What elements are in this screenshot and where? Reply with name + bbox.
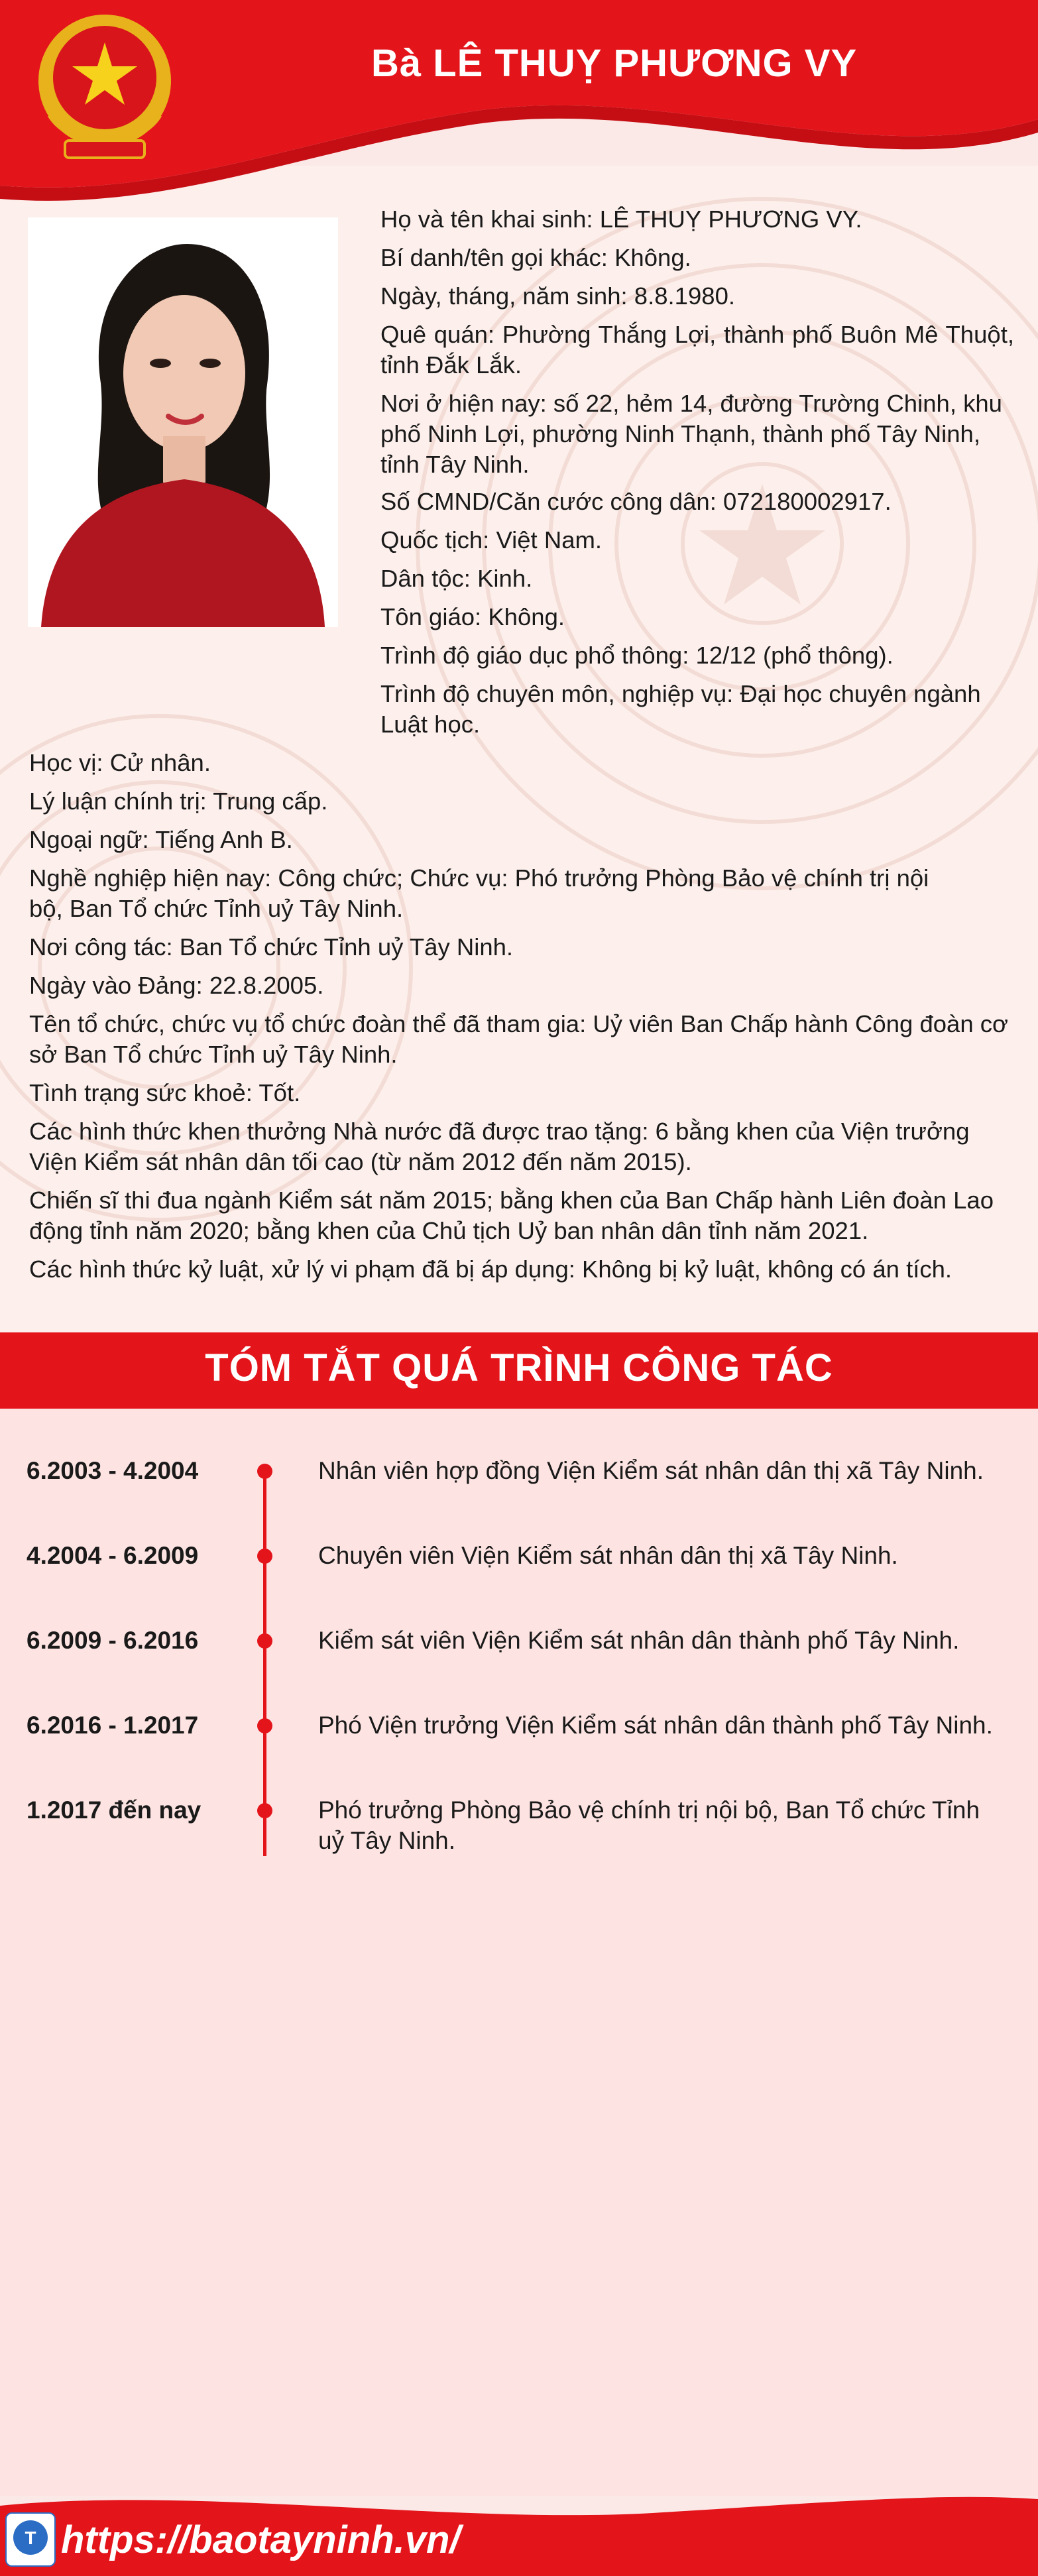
timeline-role: Phó trưởng Phòng Bảo vệ chính trị nội bộ, Ban Tổ chức Tỉnh uỷ Tây Ninh. xyxy=(318,1796,980,1854)
timeline-period: 1.2017 đến nay xyxy=(27,1796,202,1824)
hometown: Quê quán: Phường Thắng Lợi, thành phố Buôn Mê Thuột, tỉnh Đắk Lắk. xyxy=(380,321,1014,379)
alias: Bí danh/tên gọi khác: Không. xyxy=(380,244,691,271)
portrait-photo xyxy=(28,217,338,627)
timeline-period: 6.2009 - 6.2016 xyxy=(27,1627,199,1654)
timeline-dot-icon xyxy=(257,1549,272,1564)
timeline-line xyxy=(263,1472,266,1856)
other-awards: Chiến sĩ thi đua ngành Kiểm sát năm 2015; bằng khen của Ban Chấp hành Liên đoàn Lao động tỉnh năm 2020; bằng khen của Chủ tịch Uỷ ban nhân dân tỉnh năm 2021. xyxy=(29,1187,994,1244)
timeline-period: 6.2003 - 4.2004 xyxy=(27,1457,199,1484)
birth-name: Họ và tên khai sinh: LÊ THUỴ PHƯƠNG VY. xyxy=(380,205,862,233)
timeline-period: 6.2016 - 1.2017 xyxy=(27,1712,199,1739)
ethnicity: Dân tộc: Kinh. xyxy=(380,565,533,592)
discipline-record: Các hình thức kỷ luật, xử lý vi phạm đã bị áp dụng: Không bị kỷ luật, không có án tích. xyxy=(29,1256,952,1283)
date-of-birth: Ngày, tháng, năm sinh: 8.8.1980. xyxy=(380,282,736,310)
timeline-period: 4.2004 - 6.2009 xyxy=(27,1542,199,1569)
national-emblem-icon xyxy=(25,8,184,167)
professional-qualification: Trình độ chuyên môn, nghiệp vụ: Đại học chuyên ngành Luật học. xyxy=(380,680,981,738)
nationality: Quốc tịch: Việt Nam. xyxy=(380,526,603,554)
timeline-role: Chuyên viên Viện Kiểm sát nhân dân thị xã Tây Ninh. xyxy=(318,1542,898,1569)
degree: Học vị: Cử nhân. xyxy=(29,749,211,776)
political-theory: Lý luận chính trị: Trung cấp. xyxy=(29,788,328,815)
id-number: Số CMND/Căn cước công dân: 072180002917. xyxy=(380,488,892,515)
timeline-dot-icon xyxy=(257,1464,272,1479)
organizations: Tên tổ chức, chức vụ tổ chức đoàn thể đã tham gia: Uỷ viên Ban Chấp hành Công đoàn cơ sở Ban Tổ chức Tỉnh uỷ Tây Ninh. xyxy=(29,1010,1008,1068)
timeline-dot-icon xyxy=(257,1718,272,1733)
state-awards: Các hình thức khen thưởng Nhà nước đã được trao tặng: 6 bằng khen của Viện trưởng Viện Kiểm sát nhân dân tối cao (từ năm 2012 đến năm 2015). xyxy=(29,1118,970,1175)
occupation: Nghề nghiệp hiện nay: Công chức; Chức vụ: Phó trưởng Phòng Bảo vệ chính trị nội bộ, Ban Tổ chức Tỉnh uỷ Tây Ninh. xyxy=(29,864,929,922)
workplace: Nơi công tác: Ban Tổ chức Tỉnh uỷ Tây Ninh. xyxy=(29,933,514,961)
timeline-dot-icon xyxy=(257,1633,272,1649)
svg-text:T: T xyxy=(25,2528,36,2548)
religion: Tôn giáo: Không. xyxy=(380,603,565,630)
newspaper-logo-icon xyxy=(5,2512,56,2567)
general-education: Trình độ giáo dục phổ thông: 12/12 (phổ thông). xyxy=(380,642,894,669)
timeline-background xyxy=(0,1409,1038,2496)
health-status: Tình trạng sức khoẻ: Tốt. xyxy=(29,1079,301,1106)
website-link[interactable]: https://baotayninh.vn/ xyxy=(61,2518,461,2561)
party-join-date: Ngày vào Đảng: 22.8.2005. xyxy=(29,972,324,999)
timeline-role: Kiểm sát viên Viện Kiểm sát nhân dân thành phố Tây Ninh. xyxy=(318,1627,960,1654)
person-name-title: Bà LÊ THUỴ PHƯƠNG VY xyxy=(371,42,858,85)
timeline-dot-icon xyxy=(257,1803,272,1818)
timeline-role: Nhân viên hợp đồng Viện Kiểm sát nhân dân thị xã Tây Ninh. xyxy=(318,1457,984,1484)
residence: Nơi ở hiện nay: số 22, hẻm 14, đường Trường Chinh, khu phố Ninh Lợi, phường Ninh Thạnh, thành phố Tây Ninh, tỉnh Tây Ninh. xyxy=(380,390,1002,478)
career-section-title: TÓM TẮT QUÁ TRÌNH CÔNG TÁC xyxy=(205,1346,833,1389)
foreign-language: Ngoại ngữ: Tiếng Anh B. xyxy=(29,826,293,853)
timeline-role: Phó Viện trưởng Viện Kiểm sát nhân dân thành phố Tây Ninh. xyxy=(318,1712,993,1739)
